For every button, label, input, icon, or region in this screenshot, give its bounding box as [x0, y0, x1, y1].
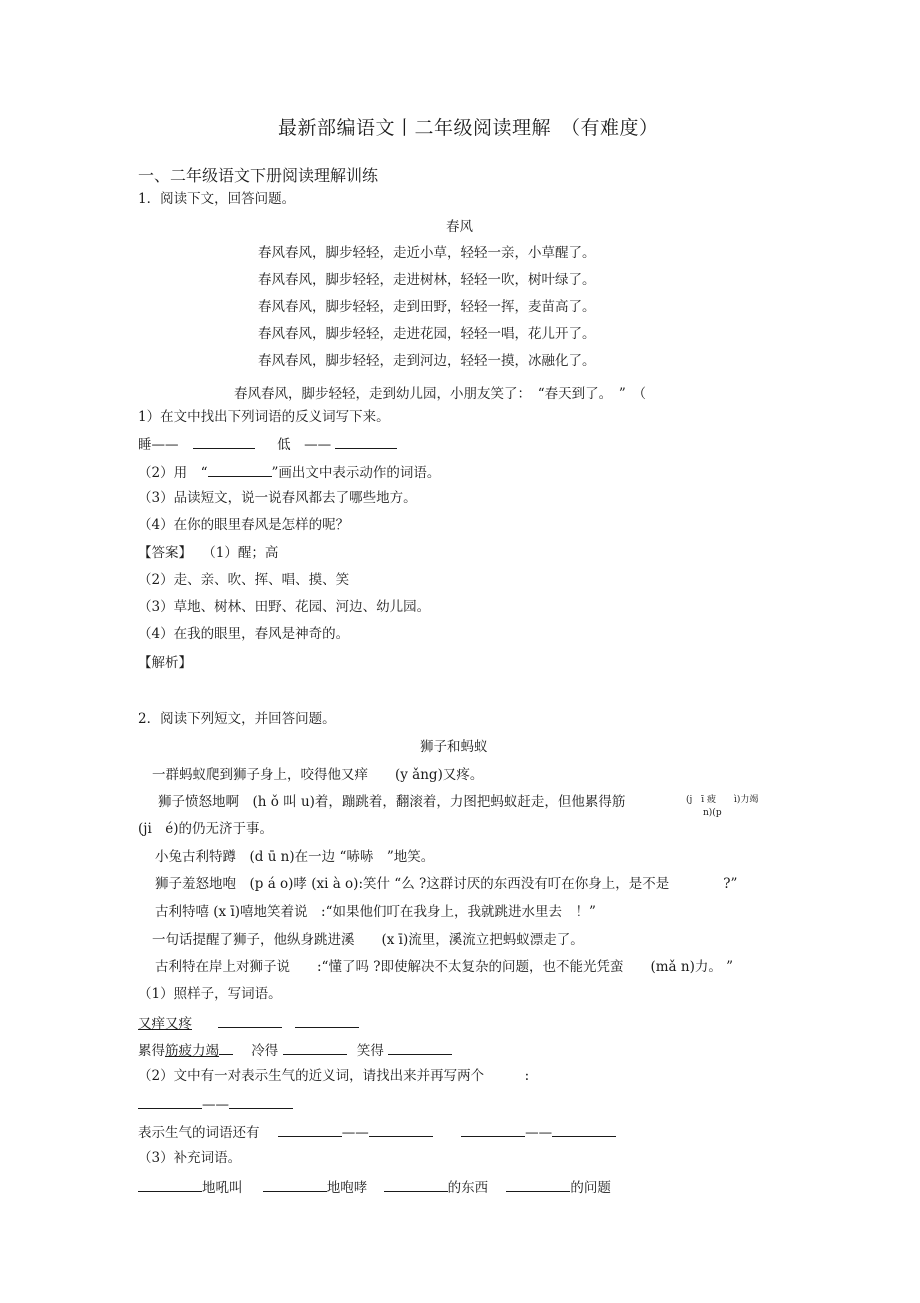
q2-sub2: （2）文中有一对表示生气的近义词，请找出来并再写两个 :: [138, 1068, 530, 1084]
q2-prompt: 2．阅读下列短文，并回答问题。: [138, 711, 336, 727]
answer-blank[interactable]: [369, 1122, 433, 1137]
analysis-label: 【解析】: [138, 655, 192, 671]
story-paragraph: 一群蚂蚁爬到狮子身上，咬得他又痒 (y ǎng)又疼。: [152, 767, 484, 783]
story-paragraph: 狮子羞怒地咆 (p á o)哮 (xi à o):笑什 “么 ?这群讨厌的东西没有叮在你身上，是不是 ?”: [155, 876, 738, 892]
antonym-prompt: 睡——: [138, 437, 179, 453]
q2-sub2-more: [138, 1122, 616, 1142]
q1-sub2-post: ”画出文中表示动作的词语。: [271, 465, 441, 481]
pinyin-annotation: (j ī 疲 ì)力竭: [686, 795, 759, 805]
answer-blank[interactable]: [283, 1040, 347, 1055]
answer-blank[interactable]: [193, 434, 255, 449]
example-prefix: 笑得: [356, 1043, 384, 1059]
poem-line: 春风春风，脚步轻轻，走进花园，轻轻一唱，花儿开了。: [258, 326, 596, 342]
poem-line: 春风春风，脚步轻轻，走到田野，轻轻一挥，麦苗高了。: [258, 299, 596, 315]
answer-blank[interactable]: [219, 1040, 233, 1055]
q2-fill-row: [138, 1177, 611, 1197]
antonym-prompt: 低 ——: [277, 437, 332, 453]
q1-sub3: （3）品读短文，说一说春风都去了哪些地方。: [138, 490, 417, 506]
q1-sub1: 1）在文中找出下列词语的反义词写下来。: [138, 409, 390, 425]
story-paragraph: 小兔古利特蹲 (d ū n)在一边 “哧哧 ”地笑。: [155, 849, 435, 865]
q1-prompt: 1．阅读下文，回答问题。: [138, 191, 296, 207]
dash: ——: [341, 1125, 369, 1141]
answer-blank[interactable]: [295, 1013, 359, 1028]
answer-text: （1）醒；高: [202, 545, 279, 561]
q2-sub2-blanks: [138, 1094, 293, 1114]
q1-sub4: （4）在你的眼里春风是怎样的呢？: [138, 517, 350, 533]
q1-sub2: [138, 462, 440, 482]
story-title: 狮子和蚂蚁: [420, 739, 488, 755]
answer-blank[interactable]: [218, 1013, 282, 1028]
q2-sub3: （3）补充词语。: [138, 1150, 242, 1166]
story-paragraph: (ji é)的仍无济于事。: [138, 821, 274, 837]
fill-word: 地咆哮: [326, 1180, 368, 1196]
example-word: 又痒又疼: [138, 1016, 192, 1032]
answer-blank[interactable]: [208, 462, 272, 477]
story-paragraph: 古利特嘻 (x ī)嘻地笑着说 :“如果他们叮在我身上，我就跳进水里去 ！”: [155, 904, 596, 920]
page-title: 最新部编语文丨二年级阅读理解 （有难度）: [278, 117, 659, 139]
q2-example-row: [138, 1040, 452, 1060]
example-word: 筋疲力竭: [165, 1043, 219, 1059]
story-paragraph: 一句话提醒了狮子，他纵身跳进溪 (x ī)流里，溪流立把蚂蚁漂走了。: [152, 932, 584, 948]
fill-word: 的东西: [447, 1180, 489, 1196]
q2-sub1: （1）照样子，写词语。: [138, 986, 282, 1002]
answer-row: [138, 544, 278, 562]
example-prefix: 冷得: [251, 1043, 279, 1059]
answer-blank[interactable]: [506, 1177, 570, 1192]
answer-blank[interactable]: [384, 1177, 448, 1192]
answer-blank[interactable]: [552, 1122, 616, 1137]
answer-blank[interactable]: [138, 1177, 202, 1192]
dash: ——: [525, 1125, 553, 1141]
pinyin-annotation: n)(p: [703, 808, 722, 818]
answer-label: 【答案】: [138, 545, 192, 561]
poem-title: 春风: [446, 219, 473, 235]
fill-word: 地吼叫: [202, 1180, 243, 1196]
answer-blank[interactable]: [461, 1122, 525, 1137]
poem-line: 春风春风，脚步轻轻，走到河边，轻轻一摸，冰融化了。: [258, 353, 596, 369]
q1-sub2-pre: （2）用 “: [138, 465, 208, 481]
answer-blank[interactable]: [138, 1094, 202, 1109]
poem-line: 春风春风，脚步轻轻，走近小草，轻轻一亲，小草醒了。: [258, 245, 596, 261]
q1-sub1-blanks: [138, 434, 397, 454]
more-prompt: 表示生气的词语还有: [138, 1125, 260, 1141]
poem-line: 春风春风，脚步轻轻，走到幼儿园，小朋友笑了： “春天到了。 ” （: [234, 386, 647, 402]
fill-word: 的问题: [570, 1180, 611, 1196]
story-paragraph: 古利特在岸上对狮子说 :“懂了吗 ?即使解决不太复杂的问题，也不能光凭蛮 (mǎ n)力。 ”: [155, 959, 734, 975]
answer-blank[interactable]: [229, 1094, 293, 1109]
dash: ——: [202, 1097, 229, 1113]
section-heading: 一、二年级语文下册阅读理解训练: [138, 166, 379, 185]
answer-text: （3）草地、树林、田野、花园、河边、幼儿园。: [138, 599, 431, 615]
poem-line: 春风春风，脚步轻轻，走进树林，轻轻一吹，树叶绿了。: [258, 272, 596, 288]
q2-example-row: [138, 1013, 359, 1033]
answer-blank[interactable]: [335, 434, 397, 449]
answer-text: （4）在我的眼里，春风是神奇的。: [138, 626, 350, 642]
story-paragraph: 狮子愤怒地啊 (h ǒ 叫 u)着，蹦跳着，翻滚着，力图把蚂蚁赶走，但他累得筋: [158, 794, 626, 810]
answer-blank[interactable]: [278, 1122, 342, 1137]
answer-blank[interactable]: [263, 1177, 327, 1192]
answer-blank[interactable]: [388, 1040, 452, 1055]
answer-text: （2）走、亲、吹、挥、唱、摸、笑: [138, 572, 350, 588]
example-prefix: 累得: [138, 1043, 165, 1059]
